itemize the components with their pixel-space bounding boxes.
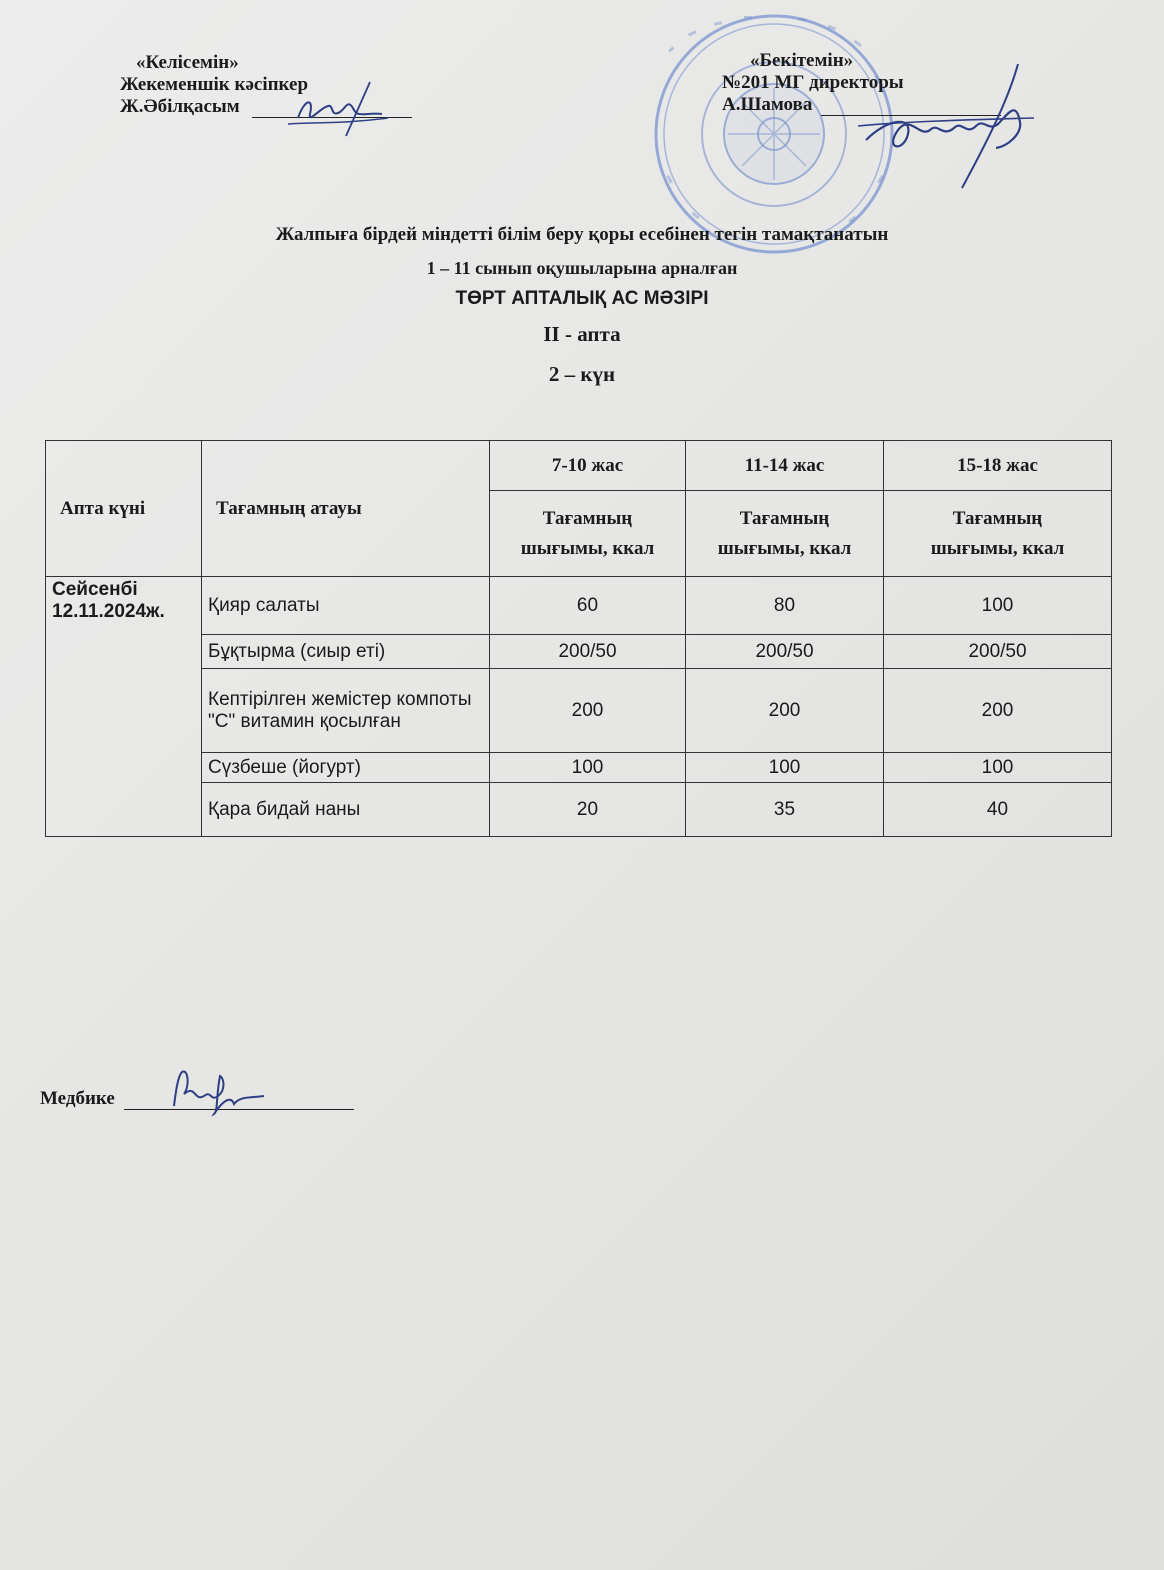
col-header-day: Апта күні <box>46 441 202 577</box>
menu-title-line2: 1 – 11 сынып оқушыларына арналған <box>426 258 738 278</box>
portion-15-18: 100 <box>884 577 1112 635</box>
dish-name: Бұқтырма (сиыр еті) <box>202 635 490 669</box>
portion-7-10: 200/50 <box>490 635 686 669</box>
col-header-dish: Тағамның атауы <box>202 441 490 577</box>
yield-header-1 <box>490 491 686 577</box>
portion-11-14: 200/50 <box>686 635 884 669</box>
table-row <box>46 783 1112 837</box>
nurse-signature <box>160 1066 290 1116</box>
age-group-1: 7-10 жас <box>490 441 686 491</box>
day-label: 2 – күн <box>548 362 616 386</box>
header-row-1 <box>46 441 1112 491</box>
portion-7-10: 100 <box>490 753 686 783</box>
portion-11-14: 200 <box>686 669 884 753</box>
table-row <box>46 577 1112 635</box>
director-signature <box>858 60 1038 190</box>
menu-title-line3: ТӨРТ АПТАЛЫҚ АС МӘЗІРІ <box>455 288 709 309</box>
table-row <box>46 753 1112 783</box>
menu-title-line1: Жалпыға бірдей міндетті білім беру қоры есебінен тегін тамақтанатын <box>275 224 889 245</box>
yield-header-3 <box>884 491 1112 577</box>
portion-15-18: 40 <box>884 783 1112 837</box>
yield-label-line1: Тағамның <box>542 507 633 529</box>
day-date: 12.11.2024ж. <box>52 601 165 622</box>
age-group-3: 15-18 жас <box>884 441 1112 491</box>
portion-15-18: 200 <box>884 669 1112 753</box>
approve-label: «Бекітемін» <box>750 50 854 71</box>
dish-name: Қара бидай наны <box>202 783 490 837</box>
yield-label-line2: шығымы, ккал <box>520 537 655 559</box>
menu-table <box>45 440 1112 837</box>
entrepreneur-name: Ж.Әбілқасым <box>120 96 240 117</box>
yield-label-line1: Тағамның <box>739 507 830 529</box>
dish-name: Сүзбеше (йогурт) <box>202 753 490 783</box>
nurse-label: Медбике <box>40 1088 115 1109</box>
director-name: А.Шамова <box>722 94 813 115</box>
director-role: №201 МГ директоры <box>722 72 904 93</box>
dish-name: Кептірілген жемістер компоты "С" витамин қосылған <box>202 669 490 753</box>
week-label: II - апта <box>543 322 621 346</box>
portion-11-14: 35 <box>686 783 884 837</box>
portion-7-10: 60 <box>490 577 686 635</box>
table-row <box>46 635 1112 669</box>
age-group-2: 11-14 жас <box>686 441 884 491</box>
portion-15-18: 200/50 <box>884 635 1112 669</box>
dish-name: Қияр салаты <box>202 577 490 635</box>
yield-label-line2: шығымы, ккал <box>717 537 852 559</box>
portion-11-14: 100 <box>686 753 884 783</box>
yield-label-line2: шығымы, ккал <box>930 537 1065 559</box>
entrepreneur-signature <box>284 78 394 138</box>
portion-15-18: 100 <box>884 753 1112 783</box>
entrepreneur-role: Жекеменшік кәсіпкер <box>120 74 309 95</box>
day-name: Сейсенбі <box>52 579 138 600</box>
yield-label-line1: Тағамның <box>952 507 1043 529</box>
portion-11-14: 80 <box>686 577 884 635</box>
portion-7-10: 20 <box>490 783 686 837</box>
portion-7-10: 200 <box>490 669 686 753</box>
day-cell <box>46 577 202 837</box>
table-row <box>46 669 1112 753</box>
yield-header-2 <box>686 491 884 577</box>
agree-label: «Келісемін» <box>136 52 239 73</box>
